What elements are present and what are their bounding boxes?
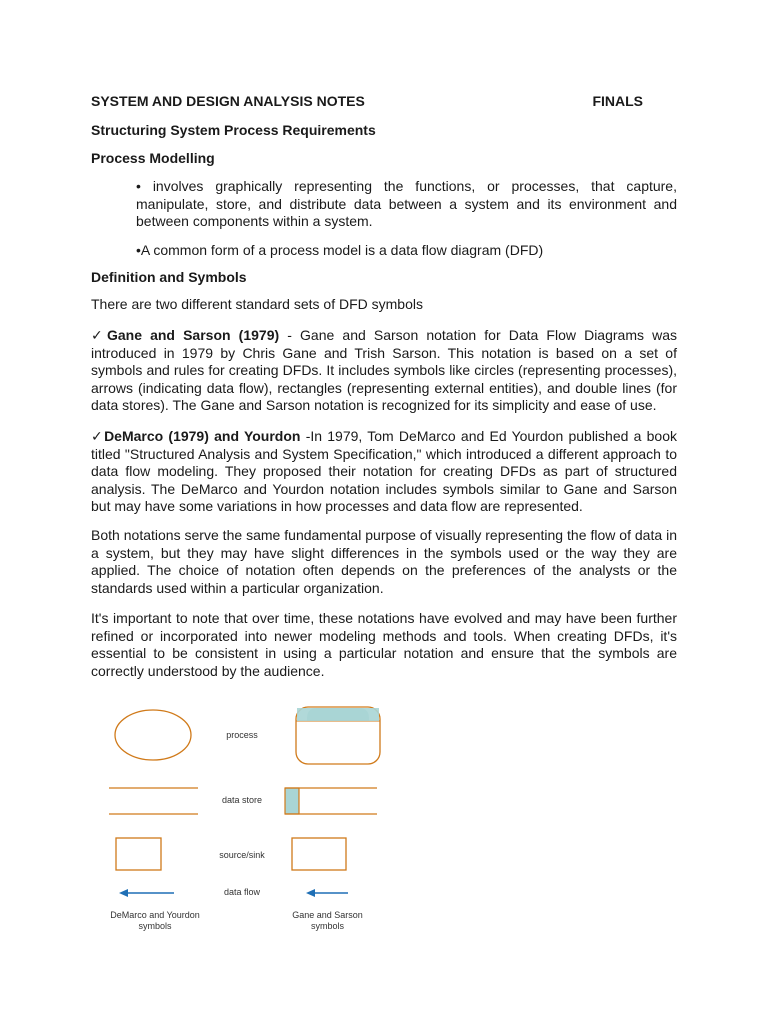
gane-data-flow-arrow [306, 889, 348, 897]
important-paragraph: It's important to note that over time, these notations have evolved and may have been further refined or incorporated into newer modeling methods and tools. When creating DFDs, it's essential to be consistent in using a particular notation and ensure that the symbols are correctly understood by the audience. [91, 610, 677, 679]
document-header [91, 93, 643, 113]
heading-structuring: Structuring System Process Requirements [91, 122, 376, 138]
demarco-body: -In 1979, Tom DeMarco and Ed Yourdon published a book titled "Structured Analysis and System Specification," which introduced a different approach to data flow modeling. They proposed their notation for creating DFDs as part of structured analysis. The DeMarco and Yourdon notation includes symbols similar to Gane and Sarson but may have some variations in how processes and data flow are represented. [91, 428, 677, 514]
heading-process-modelling: Process Modelling [91, 150, 215, 166]
heading-definition: Definition and Symbols [91, 269, 247, 285]
gane-data-store-symbol [285, 788, 377, 814]
caption-gane-line-2: symbols [310, 921, 344, 931]
gane-process-symbol [296, 707, 380, 764]
demarco-paragraph [91, 428, 677, 516]
caption-demarco-line-1: DeMarco and Yourdon [110, 910, 200, 920]
label-source-sink: source/sink [219, 850, 265, 860]
check-icon: ✓ [91, 327, 107, 343]
check-icon: ✓ [91, 428, 105, 444]
document-tag: FINALS [592, 93, 643, 109]
caption-gane [275, 910, 380, 932]
dfd-symbols-figure [95, 700, 395, 940]
bullet-1: • involves graphically representing the functions, or processes, that capture, manipulate, store, and distribute data between a system and its environment and between components within a system. [136, 178, 677, 229]
demarco-data-flow-arrow [119, 889, 174, 897]
both-notations-paragraph: Both notations serve the same fundamental purpose of visually representing the flow of data in a system, but they may have slight differences in the symbols used or the way they are applied. The choice of notation often depends on the preferences of the analysts or the standards used within a particular organization. [91, 527, 677, 596]
caption-demarco [95, 910, 215, 932]
caption-gane-line-1: Gane and Sarson [292, 910, 363, 920]
label-data-store: data store [221, 795, 263, 805]
demarco-source-sink-symbol [116, 838, 161, 870]
document-title: SYSTEM AND DESIGN ANALYSIS NOTES [91, 93, 365, 109]
gane-source-sink-symbol [292, 838, 346, 870]
intro-paragraph: There are two different standard sets of DFD symbols [91, 296, 423, 312]
bullet-2: •A common form of a process model is a data flow diagram (DFD) [136, 242, 544, 258]
demarco-process-symbol [115, 710, 191, 760]
demarco-data-store-symbol [109, 788, 198, 814]
gane-sarson-title: Gane and Sarson (1979) [106, 327, 280, 343]
label-process: process [226, 730, 258, 740]
demarco-title: DeMarco (1979) and Yourdon [104, 428, 301, 444]
gane-sarson-paragraph [91, 327, 677, 415]
label-data-flow: data flow [223, 887, 261, 897]
gane-sarson-body: - Gane and Sarson notation for Data Flow Diagrams was introduced in 1979 by Chris Gane and Trish Sarson. This notation is based on a set of symbols and rules for creating DFDs. It includes symbols like circles (representing processes), arrows (indicating data flow), rectangles (representing external entities), and double lines (for data stores). The Gane and Sarson notation is recognized for its simplicity and ease of use. [91, 327, 678, 413]
caption-demarco-line-2: symbols [138, 921, 172, 931]
